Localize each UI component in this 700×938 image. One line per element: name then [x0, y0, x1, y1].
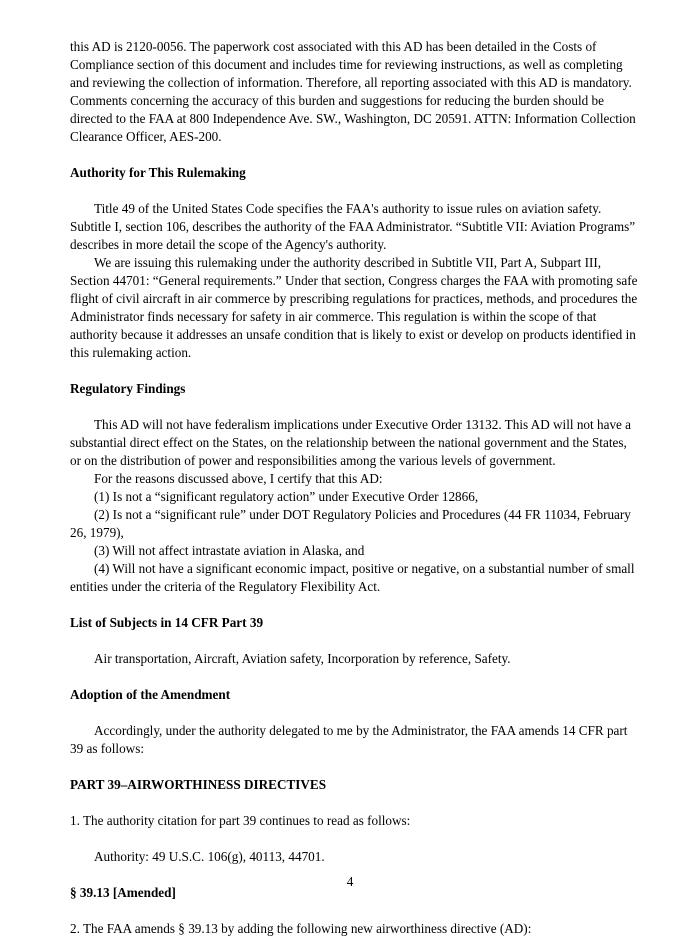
findings-item-1: (1) Is not a “significant regulatory action” under Executive Order 12866,: [94, 489, 479, 504]
findings-item-4: (4) Will not have a significant economic impact, positive or negative, on a substantial number of small entities under the criteria of the Regulatory Flexibility Act.: [70, 561, 635, 594]
spacer: [70, 902, 640, 920]
authority-citation: Authority: 49 U.S.C. 106(g), 40113, 44701.: [94, 849, 325, 864]
adoption-text: Accordingly, under the authority delegated to me by the Administrator, the FAA amends 14 CFR part 39 as follows:: [70, 723, 628, 756]
findings-heading: Regulatory Findings: [70, 381, 186, 396]
spacer: [70, 632, 640, 650]
section-item-2: 2. The FAA amends § 39.13 by adding the following new airworthiness directive (AD):: [70, 921, 532, 936]
subjects-heading: List of Subjects in 14 CFR Part 39: [70, 615, 264, 630]
spacer: [70, 794, 640, 812]
spacer: [70, 758, 640, 776]
page-number: 4: [346, 874, 354, 889]
spacer: [70, 362, 640, 380]
section-heading: § 39.13 [Amended]: [70, 885, 176, 900]
adoption-heading: Adoption of the Amendment: [70, 687, 231, 702]
findings-item-2: (2) Is not a “significant rule” under DOT Regulatory Policies and Procedures (44 FR 11034, February 26, 1979),: [70, 507, 631, 540]
findings-item-3: (3) Will not affect intrastate aviation in Alaska, and: [94, 543, 365, 558]
subjects-text: Air transportation, Aircraft, Aviation safety, Incorporation by reference, Safety.: [94, 651, 511, 666]
findings-paragraph-2: For the reasons discussed above, I certify that this AD:: [94, 471, 383, 486]
authority-paragraph-2: We are issuing this rulemaking under the authority described in Subtitle VII, Part A, Subpart III, Section 44701: “General requirements.” Under that section, Congress charges the FAA with promoting safe flight of civil aircraft in air commerce by prescribing regulations for practices, methods, and procedures the Administrator finds necessary for safety in air commerce. This regulation is within the scope of that authority because it addresses an unsafe condition that is likely to exist or develop on products identified in this rulemaking action.: [70, 255, 638, 360]
spacer: [70, 146, 640, 164]
spacer: [70, 182, 640, 200]
spacer: [70, 668, 640, 686]
authority-heading: Authority for This Rulemaking: [70, 165, 246, 180]
spacer: [70, 704, 640, 722]
part39-heading: PART 39–AIRWORTHINESS DIRECTIVES: [70, 777, 327, 792]
findings-paragraph-1: This AD will not have federalism implications under Executive Order 13132. This AD will not have a substantial direct effect on the States, on the relationship between the national government and the States, or on the distribution of power and responsibilities among the various levels of government.: [70, 417, 632, 468]
part39-item-1: 1. The authority citation for part 39 continues to read as follows:: [70, 813, 411, 828]
spacer: [70, 596, 640, 614]
document-page: [70, 38, 640, 938]
intro-paragraph: this AD is 2120-0056. The paperwork cost associated with this AD has been detailed in the Costs of Compliance section of this document and includes time for reviewing instructions, as well as completing and reviewing the collection of information. Therefore, all reporting associated with this AD is mandatory. Comments concerning the accuracy of this burden and suggestions for reducing the burden should be directed to the FAA at 800 Independence Ave. SW., Washington, DC 20591. ATTN: Information Collection Clearance Officer, AES-200.: [70, 39, 636, 144]
spacer: [70, 398, 640, 416]
authority-paragraph-1: Title 49 of the United States Code specifies the FAA's authority to issue rules on aviation safety. Subtitle I, section 106, describes the authority of the FAA Administrator. “Subtitle VII: Aviation Programs” describes in more detail the scope of the Agency's authority.: [70, 201, 636, 252]
spacer: [70, 830, 640, 848]
